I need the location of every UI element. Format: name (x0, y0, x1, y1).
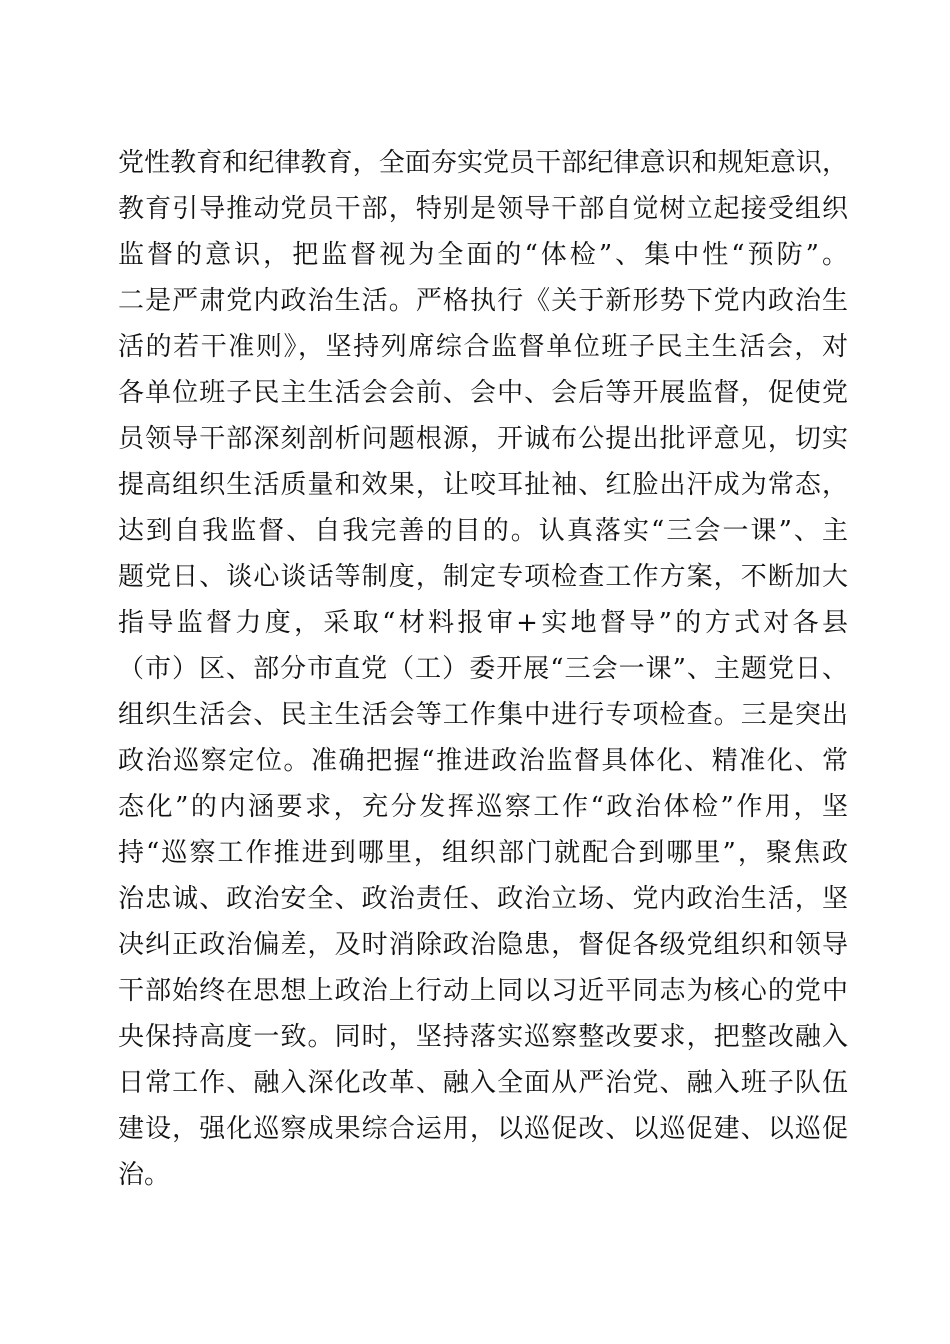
text-line: 党性教育和纪律教育，全面夯实党员干部纪律意识和规矩意识， (118, 148, 848, 178)
text-line: 干部始终在思想上政治上行动上同以习近平同志为核心的党中 (118, 976, 848, 1006)
text-line: 建设，强化巡察成果综合运用，以巡促改、以巡促建、以巡促 (118, 1114, 848, 1144)
text-line: 各单位班子民主生活会会前、会中、会后等开展监督，促使党 (118, 378, 848, 408)
text-line: 态化”的内涵要求，充分发挥巡察工作“政治体检”作用，坚 (118, 792, 848, 822)
text-line: 持“巡察工作推进到哪里，组织部门就配合到哪里”，聚焦政 (118, 838, 848, 868)
text-line: 组织生活会、民主生活会等工作集中进行专项检查。三是突出 (118, 700, 848, 730)
text-line: 题党日、谈心谈话等制度，制定专项检查工作方案，不断加大 (118, 562, 848, 592)
text-line: 政治巡察定位。准确把握“推进政治监督具体化、精准化、常 (118, 746, 848, 776)
text-line: 决纠正政治偏差，及时消除政治隐患，督促各级党组织和领导 (118, 930, 848, 960)
text-line: 日常工作、融入深化改革、融入全面从严治党、融入班子队伍 (118, 1068, 848, 1098)
text-line: 治。 (118, 1160, 171, 1190)
text-line: 监督的意识，把监督视为全面的“体检”、集中性“预防”。 (118, 240, 848, 270)
text-line: 活的若干准则》，坚持列席综合监督单位班子民主生活会，对 (118, 332, 848, 362)
text-line: （市）区、部分市直党（工）委开展“三会一课”、主题党日、 (118, 654, 848, 684)
document-body-text (118, 140, 848, 1198)
text-line: 治忠诚、政治安全、政治责任、政治立场、党内政治生活，坚 (118, 884, 848, 914)
text-line: 教育引导推动党员干部，特别是领导干部自觉树立起接受组织 (118, 194, 848, 224)
text-line: 达到自我监督、自我完善的目的。认真落实“三会一课”、主 (118, 516, 848, 546)
text-line: 二是严肃党内政治生活。严格执行《关于新形势下党内政治生 (118, 286, 848, 316)
text-line: 提高组织生活质量和效果，让咬耳扯袖、红脸出汗成为常态， (118, 470, 848, 500)
text-line: 央保持高度一致。同时，坚持落实巡察整改要求，把整改融入 (118, 1022, 848, 1052)
text-line: 指导监督力度，采取“材料报审+实地督导”的方式对各县 (118, 608, 848, 638)
text-line: 员领导干部深刻剖析问题根源，开诚布公提出批评意见，切实 (118, 424, 848, 454)
